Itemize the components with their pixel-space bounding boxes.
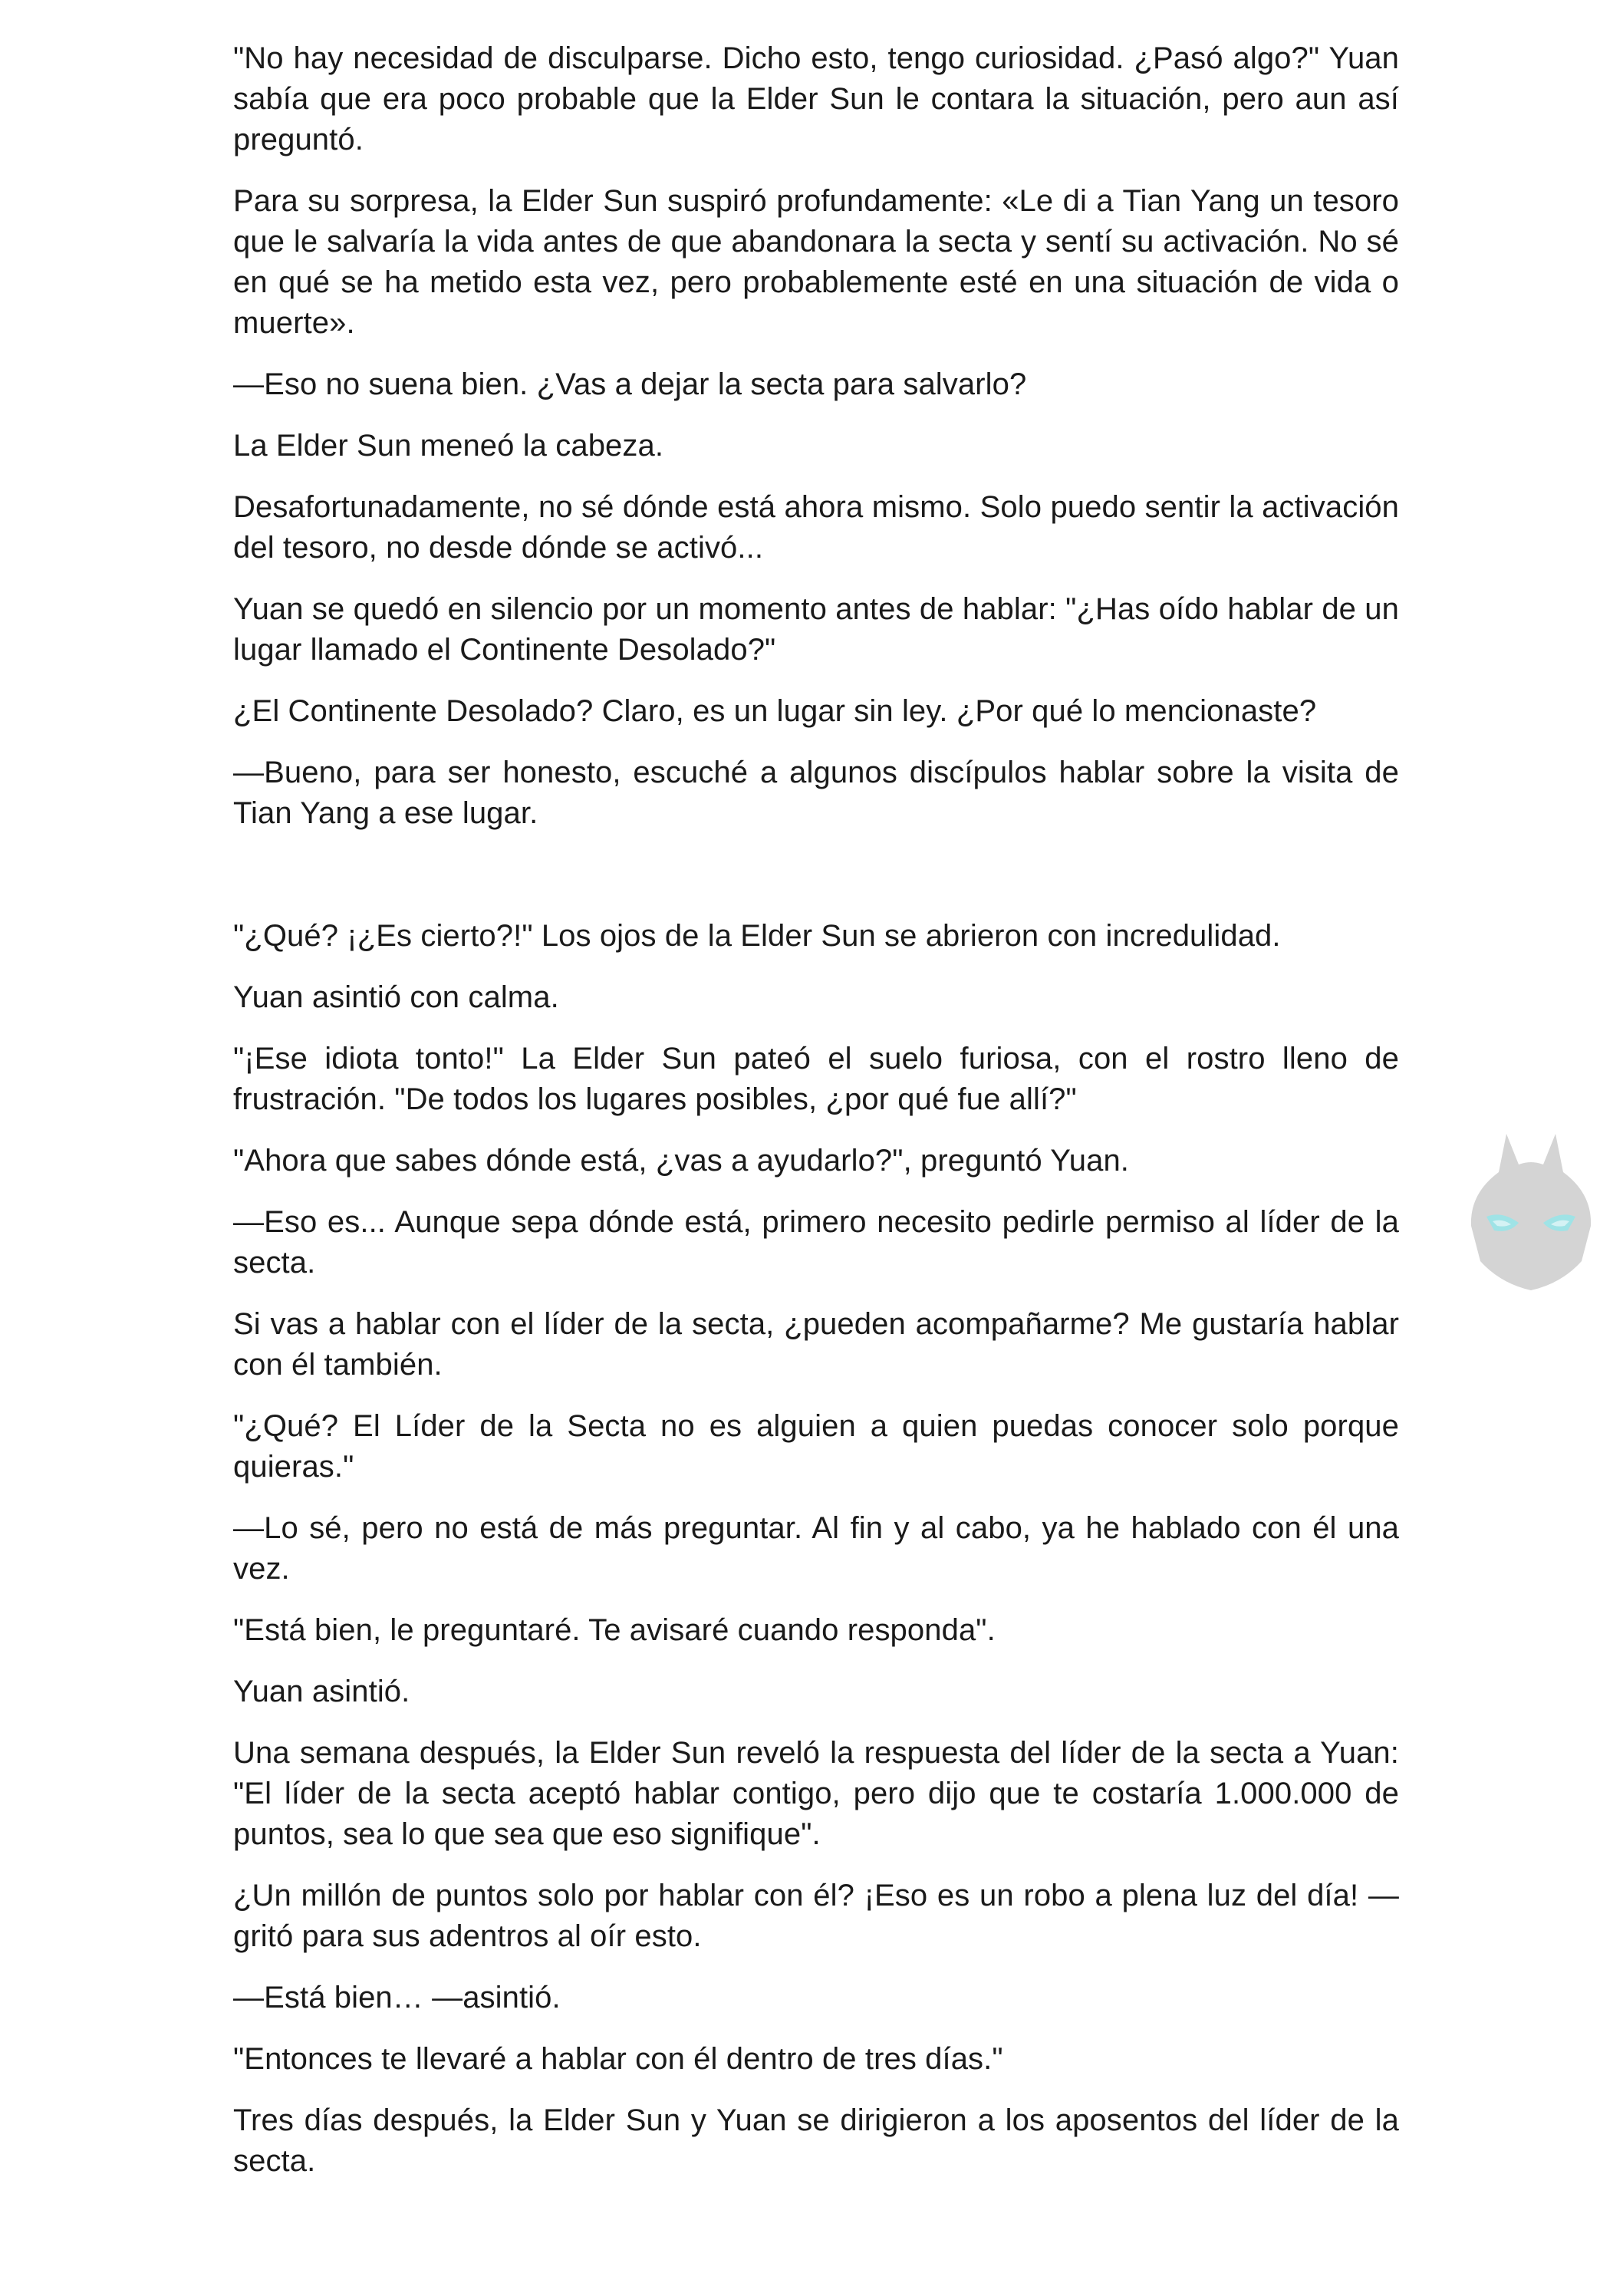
paragraph: Una semana después, la Elder Sun reveló la respuesta del líder de la secta a Yuan: "El líder de la secta aceptó hablar contigo, pero dijo que te costaría 1.000.000 de puntos, sea lo que sea que eso signifique". bbox=[233, 1736, 1399, 1851]
paragraph: "¿Qué? El Líder de la Secta no es alguien a quien puedas conocer solo porque quieras." bbox=[233, 1409, 1399, 1484]
paragraph: "¡Ese idiota tonto!" La Elder Sun pateó el suelo furiosa, con el rostro lleno de frustración. "De todos los lugares posibles, ¿por qué fue allí?" bbox=[233, 1042, 1399, 1116]
paragraph: "Entonces te llevaré a hablar con él dentro de tres días." bbox=[233, 2042, 1003, 2076]
paragraph: Desafortunadamente, no sé dónde está ahora mismo. Solo puedo sentir la activación del tesoro, no desde dónde se activó... bbox=[233, 490, 1399, 565]
demon-head-logo-icon bbox=[1462, 1126, 1600, 1295]
document-page bbox=[233, 38, 1399, 2202]
paragraph: —Eso es... Aunque sepa dónde está, primero necesito pedirle permiso al líder de la secta. bbox=[233, 1205, 1399, 1280]
paragraph: "¿Qué? ¡¿Es cierto?!" Los ojos de la Elder Sun se abrieron con incredulidad. bbox=[233, 919, 1281, 953]
paragraph: —Está bien… —asintió. bbox=[233, 1981, 561, 2014]
paragraph: Tres días después, la Elder Sun y Yuan se dirigieron a los aposentos del líder de la secta. bbox=[233, 2103, 1399, 2178]
paragraph: Yuan asintió. bbox=[233, 1675, 410, 1708]
paragraph: La Elder Sun meneó la cabeza. bbox=[233, 429, 664, 463]
paragraph: Si vas a hablar con el líder de la secta, ¿pueden acompañarme? Me gustaría hablar con él también. bbox=[233, 1307, 1399, 1382]
paragraph: "No hay necesidad de disculparse. Dicho esto, tengo curiosidad. ¿Pasó algo?" Yuan sabía que era poco probable que la Elder Sun le contara la situación, pero aun así preguntó. bbox=[233, 41, 1399, 156]
paragraph: Yuan asintió con calma. bbox=[233, 980, 559, 1014]
paragraph: —Eso no suena bien. ¿Vas a dejar la secta para salvarlo? bbox=[233, 367, 1027, 401]
paragraph: Para su sorpresa, la Elder Sun suspiró profundamente: «Le di a Tian Yang un tesoro que le salvaría la vida antes de que abandonara la secta y sentí su activación. No sé en qué se ha metido esta vez, pero probablemente esté en una situación de vida o muerte». bbox=[233, 184, 1399, 340]
paragraph: —Lo sé, pero no está de más preguntar. Al fin y al cabo, ya he hablado con él una vez. bbox=[233, 1511, 1399, 1586]
paragraph: ¿Un millón de puntos solo por hablar con él? ¡Eso es un robo a plena luz del día! —gritó para sus adentros al oír esto. bbox=[233, 1879, 1399, 1953]
paragraph: ¿El Continente Desolado? Claro, es un lugar sin ley. ¿Por qué lo mencionaste? bbox=[233, 694, 1317, 728]
paragraph: "Está bien, le preguntaré. Te avisaré cuando responda". bbox=[233, 1613, 996, 1647]
paragraph: Yuan se quedó en silencio por un momento antes de hablar: "¿Has oído hablar de un lugar llamado el Continente Desolado?" bbox=[233, 592, 1399, 667]
paragraph: —Bueno, para ser honesto, escuché a algunos discípulos hablar sobre la visita de Tian Yang a ese lugar. bbox=[233, 756, 1399, 830]
paragraph: "Ahora que sabes dónde está, ¿vas a ayudarlo?", preguntó Yuan. bbox=[233, 1144, 1130, 1178]
